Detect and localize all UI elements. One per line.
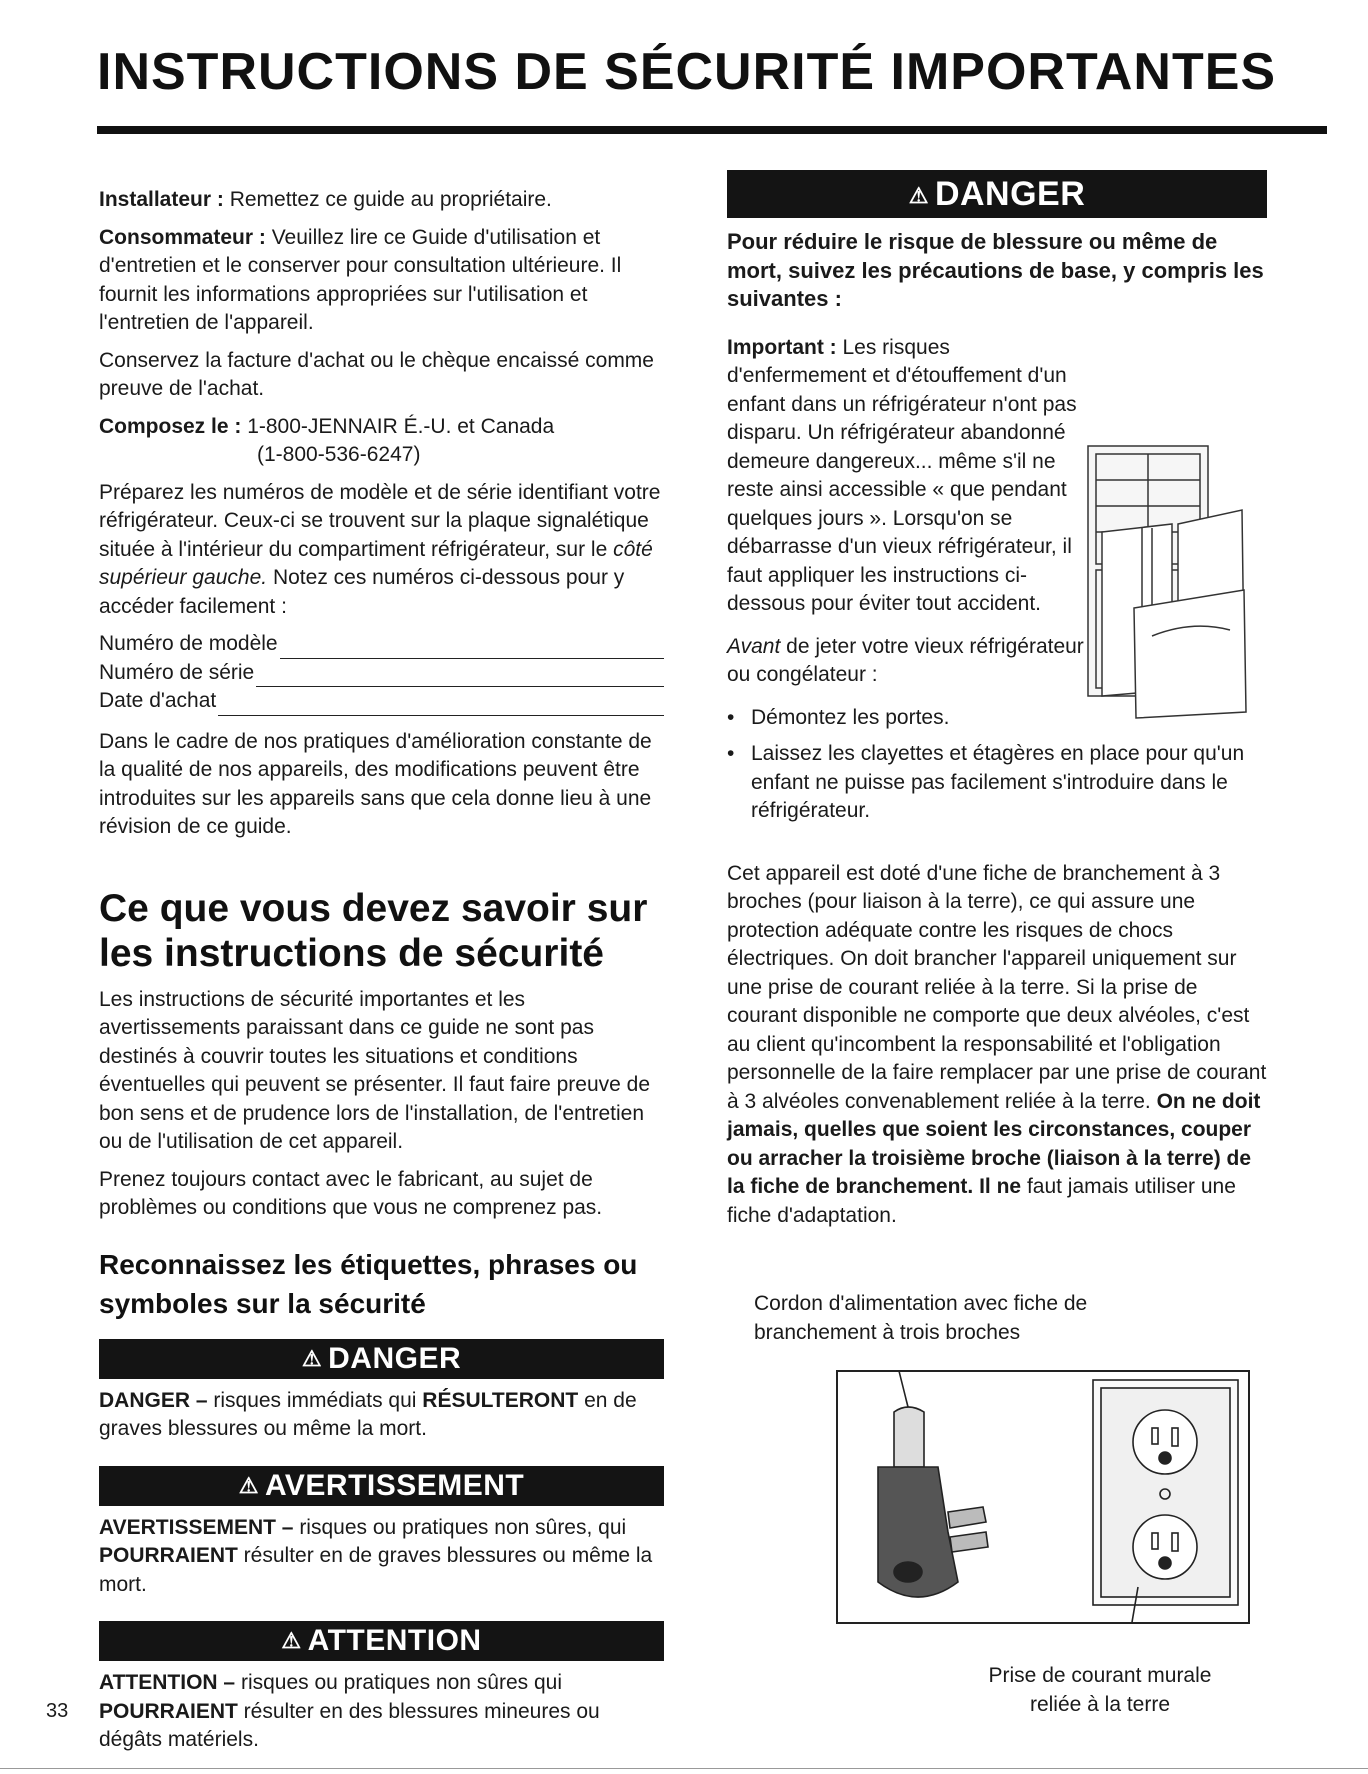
plug-strong: On ne doit jamais, quelles que soient les circonstances, couper ou arracher la troisième broche (liaison à la terre) de la fiche de branchement. bbox=[727, 1089, 1261, 1198]
caution-text-end: résulter en des blessures mineures ou dégâts matériels. bbox=[99, 1699, 600, 1751]
caution-banner-label: ATTENTION bbox=[307, 1624, 482, 1657]
caution-strong: POURRAIENT bbox=[99, 1699, 238, 1723]
warning-strong: POURRAIENT bbox=[99, 1544, 238, 1567]
serial-number-label: Numéro de série bbox=[99, 660, 255, 684]
model-number-line bbox=[280, 636, 664, 659]
section-paragraph-1: Les instructions de sécurité importantes et les avertissements paraissant dans ce guide ne sont pas destinés à couvrir toutes les situations et conditions éventuelles qui peuvent se présenter. Il faut faire preuve de bon sens et de prudence lors de l'installation, de l'entretien ou de l'utilisation de cet appareil. bbox=[99, 987, 651, 1153]
warning-banner-label: AVERTISSEMENT bbox=[264, 1468, 525, 1502]
danger-lead: Pour réduire le risque de blessure ou même de mort, suivez les précautions de base, y compris les suivantes : bbox=[727, 229, 1264, 311]
purchase-date-field[interactable] bbox=[99, 687, 664, 716]
title-rule bbox=[97, 126, 1327, 134]
plug-text-end: faut jamais utiliser une fiche d'adaptation. bbox=[727, 1175, 1236, 1227]
bullet-dot: • bbox=[727, 742, 735, 765]
danger-banner-label: DANGER bbox=[328, 1341, 462, 1375]
danger-banner-main bbox=[727, 170, 1267, 218]
prepare-text-1: Préparez les numéros de modèle et de série identifiant votre réfrigérateur. Ceux-ci se trouvent sur la plaque signalétique située à l'intérieur du compartiment réfrigérateur, sur le bbox=[99, 480, 661, 561]
dial-label: Composez le : bbox=[99, 414, 242, 438]
page-title: INSTRUCTIONS DE SÉCURITÉ IMPORTANTES bbox=[97, 43, 1277, 101]
model-number-label: Numéro de modèle bbox=[99, 632, 278, 655]
warning-definition bbox=[99, 1514, 664, 1600]
serial-number-field[interactable] bbox=[99, 659, 664, 688]
model-number-field[interactable] bbox=[99, 630, 664, 659]
warning-label: AVERTISSEMENT – bbox=[99, 1515, 294, 1539]
before-italic: Avant bbox=[727, 634, 781, 658]
subsection-title: Reconnaissez les étiquettes, phrases ou symboles sur la sécurité bbox=[99, 1248, 638, 1319]
refrigerator-illustration bbox=[1082, 440, 1252, 722]
danger-strong: RÉSULTERONT bbox=[422, 1388, 579, 1412]
bullet-text: Laissez les clayettes et étagères en place pour qu'un enfant ne puisse pas facilement s'introduire dans le réfrigérateur. bbox=[751, 742, 1245, 822]
danger-banner-main-label: DANGER bbox=[934, 175, 1086, 213]
warning-triangle-icon: ⚠ bbox=[281, 1628, 302, 1653]
warning-banner bbox=[99, 1466, 664, 1506]
consumer-paragraph bbox=[99, 224, 664, 338]
installer-label: Installateur : bbox=[99, 188, 224, 211]
plug-strong-2: Il ne bbox=[979, 1175, 1022, 1198]
danger-text-end: en de graves blessures ou même la mort. bbox=[99, 1388, 637, 1440]
section-paragraph-2: Prenez toujours contact avec le fabricant, au sujet de problèmes ou conditions que vous ne comprenez pas. bbox=[99, 1167, 603, 1219]
outlet-caption: Prise de courant murale reliée à la terre bbox=[988, 1664, 1212, 1716]
caution-text: risques ou pratiques non sûres qui bbox=[235, 1671, 562, 1694]
cord-caption: Cordon d'alimentation avec fiche de branchement à trois broches bbox=[754, 1292, 1088, 1344]
consumer-label: Consommateur : bbox=[99, 225, 266, 249]
serial-number-line bbox=[256, 664, 664, 687]
section-title: Ce que vous devez savoir sur les instructions de sécurité bbox=[99, 886, 648, 975]
dial-number: 1-800-JENNAIR É.-U. et Canada bbox=[241, 414, 555, 438]
warning-triangle-icon: ⚠ bbox=[908, 183, 929, 208]
dial-alt-number: (1-800-536-6247) bbox=[257, 443, 421, 466]
plug-outlet-illustration bbox=[836, 1370, 1250, 1624]
plug-paragraph bbox=[727, 860, 1267, 1231]
prepare-paragraph bbox=[99, 479, 664, 622]
bullet-dot: • bbox=[727, 705, 735, 729]
plug-text: Cet appareil est doté d'une fiche de branchement à 3 broches (pour liaison à la terre), ce qui assure une protection adéquate contre les risques de chocs électriques. On doit brancher l'appareil uniquement sur une prise de courant reliée à la terre. Si la prise de courant disponible ne comporte que deux alvéoles, c'est au client qu'incombent la responsabilité et l'obligation personnelle de la faire remplacer par une prise de courant à 3 alvéoles convenablement reliée à la terre. bbox=[727, 861, 1267, 1113]
warning-triangle-icon: ⚠ bbox=[301, 1345, 323, 1371]
left-column bbox=[99, 186, 664, 1755]
caution-definition bbox=[99, 1669, 664, 1755]
before-text: de jeter votre vieux réfrigérateur ou congélateur : bbox=[727, 634, 1084, 686]
important-text: Les risques d'enfermement et d'étouffement d'un enfant dans un réfrigérateur n'ont pas disparu. Un réfrigérateur abandonné demeure dangereux... même s'il ne reste ainsi accessible « que pendant quelques jours ». Lorsqu'on se débarrasse d'un vieux réfrigérateur, il faut appliquer les instructions ci-dessous pour éviter tout accident. bbox=[727, 335, 1077, 615]
danger-definition bbox=[99, 1387, 664, 1444]
danger-banner bbox=[99, 1339, 664, 1379]
important-label: Important : bbox=[727, 335, 837, 359]
bullet-item bbox=[727, 740, 1267, 826]
consumer-text: Veuillez lire ce Guide d'utilisation et d'entretien et le conserver pour consultation ultérieure. Il fournit les informations appropriées sur l'utilisation et l'entretien de l'appareil. bbox=[99, 225, 622, 334]
bottom-rule bbox=[0, 1768, 1368, 1769]
warning-text-end: résulter en de graves blessures ou même la mort. bbox=[99, 1544, 653, 1596]
bullet-text: Démontez les portes. bbox=[751, 705, 950, 729]
danger-label: DANGER – bbox=[99, 1388, 208, 1412]
danger-text: risques immédiats qui bbox=[207, 1388, 423, 1412]
prepare-text-2: Notez ces numéros ci-dessous pour y accéder facilement : bbox=[99, 566, 625, 618]
keep-invoice-paragraph: Conservez la facture d'achat ou le chèque encaissé comme preuve de l'achat. bbox=[99, 348, 654, 400]
plug-outlet-drawing bbox=[838, 1372, 1248, 1622]
improvement-paragraph: Dans le cadre de nos pratiques d'amélioration constante de la qualité de nos appareils, des modifications peuvent être introduites sur les appareils sans que cela donne lieu à une révision de ce guide. bbox=[99, 729, 652, 838]
page-number: 33 bbox=[46, 1700, 69, 1722]
dial-paragraph bbox=[99, 413, 664, 442]
installer-text: Remettez ce guide au propriétaire. bbox=[223, 188, 552, 211]
prepare-italic: côté supérieur gauche. bbox=[99, 537, 653, 589]
installer-paragraph bbox=[99, 186, 664, 215]
caution-banner bbox=[99, 1621, 664, 1661]
warning-text: risques ou pratiques non sûres, qui bbox=[293, 1515, 627, 1539]
warning-triangle-icon: ⚠ bbox=[238, 1472, 259, 1498]
caution-label: ATTENTION – bbox=[99, 1671, 236, 1694]
purchase-date-line bbox=[218, 693, 664, 716]
purchase-date-label: Date d'achat bbox=[99, 689, 217, 712]
